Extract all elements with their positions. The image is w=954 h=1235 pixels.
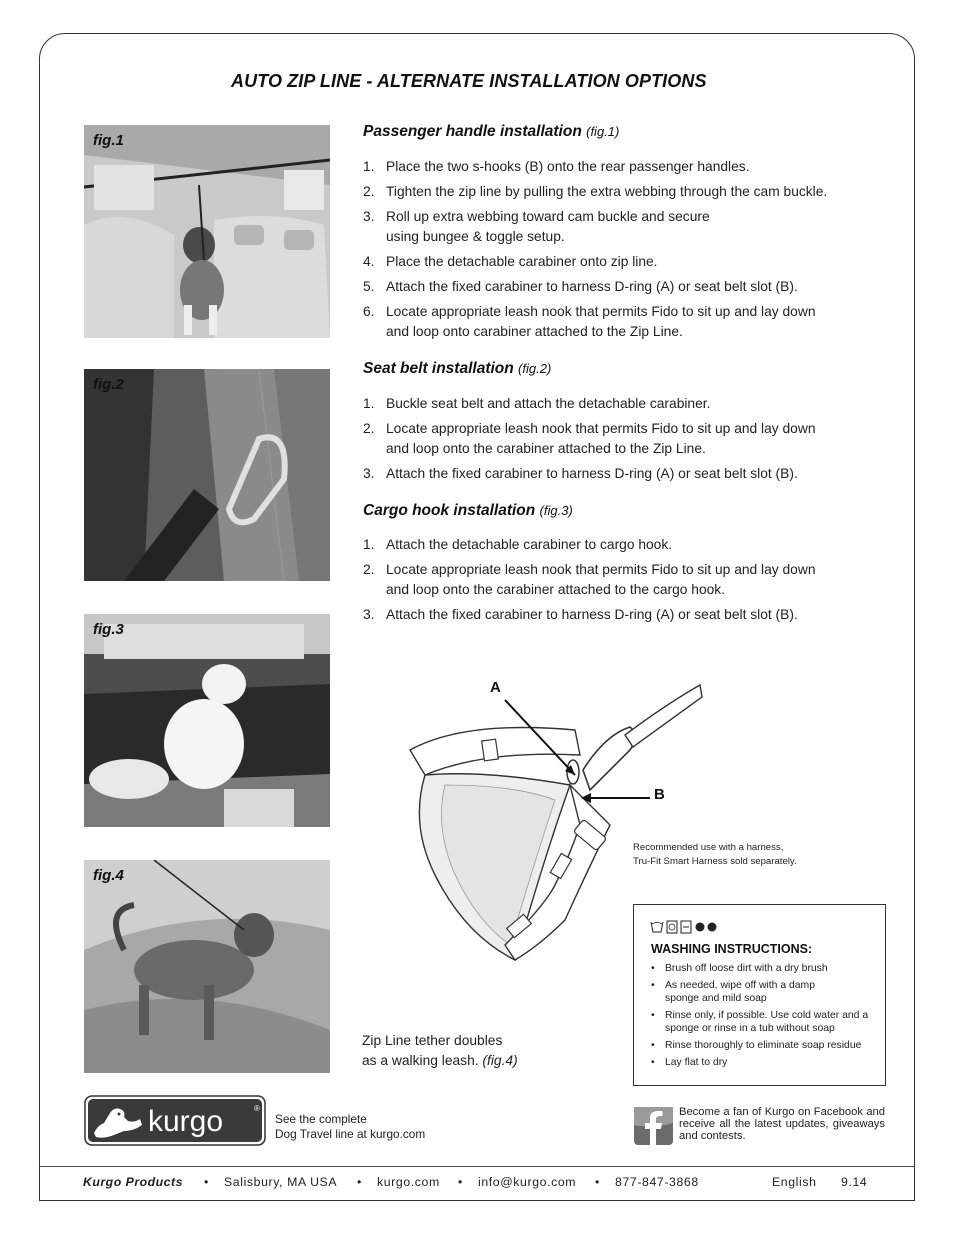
list-item bbox=[363, 560, 816, 600]
list-item: • Rinse only, if possible. Use cold water and a sponge or rinse in a tub without soap bbox=[651, 1009, 879, 1035]
list-item bbox=[363, 157, 873, 177]
list-item: • Brush off loose dirt with a dry brush bbox=[651, 962, 879, 975]
page-title: AUTO ZIP LINE - ALTERNATE INSTALLATION OPTIONS bbox=[231, 71, 707, 91]
harness-buckle bbox=[482, 739, 499, 761]
diagram-label-a: A bbox=[490, 679, 501, 696]
step-number: 3. bbox=[363, 466, 375, 481]
cargo-area-dog-image bbox=[84, 614, 330, 827]
figure-2-photo bbox=[84, 369, 330, 581]
logo-wordmark: kurgo bbox=[148, 1105, 224, 1138]
seat-belt-steps bbox=[363, 394, 883, 489]
step-text: Tighten the zip line by pulling the extra webbing through the cam buckle. bbox=[386, 184, 828, 199]
list-item bbox=[363, 605, 883, 625]
step-number: 1. bbox=[363, 159, 375, 174]
list-item bbox=[363, 252, 873, 272]
list-item bbox=[363, 464, 883, 484]
note-line: Dog Travel line at kurgo.com bbox=[275, 1127, 426, 1141]
section-heading-passenger-handle bbox=[363, 123, 619, 141]
list-item bbox=[363, 182, 873, 202]
step-number: 6. bbox=[363, 304, 375, 319]
section-heading-cargo-hook bbox=[363, 502, 573, 520]
note-line: See the complete bbox=[275, 1112, 367, 1126]
zip-line-leash-note bbox=[362, 1031, 518, 1071]
step-text: Place the two s-hooks (B) onto the rear passenger handles. bbox=[386, 159, 750, 174]
step-text: Attach the fixed carabiner to harness D-ring (A) or seat belt slot (B). bbox=[386, 607, 798, 622]
facebook-icon[interactable] bbox=[634, 1107, 673, 1145]
figure-label: fig.4 bbox=[93, 867, 124, 884]
list-item bbox=[363, 419, 816, 459]
footer-phone: 877-847-3868 bbox=[615, 1175, 699, 1189]
section-heading-text: Passenger handle installation bbox=[363, 123, 582, 140]
footer-website-link[interactable]: kurgo.com bbox=[377, 1175, 440, 1189]
figure-reference: (fig.3) bbox=[539, 503, 573, 518]
registered-mark: ® bbox=[254, 1104, 260, 1113]
footer-divider bbox=[39, 1166, 915, 1167]
list-item bbox=[363, 394, 883, 414]
step-number: 4. bbox=[363, 254, 375, 269]
facebook-note: Become a fan of Kurgo on Facebook and receive all the latest updates, giveaways and contests. bbox=[679, 1106, 885, 1142]
footer-company bbox=[83, 1175, 183, 1189]
step-number: 3. bbox=[363, 607, 375, 622]
footer-version: 9.14 bbox=[841, 1175, 868, 1189]
cargo-hook-steps bbox=[363, 535, 883, 630]
car-interior-dog-image bbox=[84, 125, 330, 338]
seat-belt-carabiner-image bbox=[84, 369, 330, 581]
passenger-handle-steps bbox=[363, 157, 873, 347]
figure-reference: (fig.4) bbox=[482, 1053, 518, 1068]
step-number: 1. bbox=[363, 537, 375, 552]
step-text: Attach the fixed carabiner to harness D-ring (A) or seat belt slot (B). bbox=[386, 279, 798, 294]
walking-dog-image bbox=[84, 860, 330, 1073]
step-text: Place the detachable carabiner onto zip line. bbox=[386, 254, 658, 269]
figure-label: fig.2 bbox=[93, 376, 124, 393]
step-number: 3. bbox=[363, 209, 375, 224]
section-heading-text: Seat belt installation bbox=[363, 360, 514, 377]
figure-reference: (fig.1) bbox=[586, 124, 620, 139]
section-heading-text: Cargo hook installation bbox=[363, 502, 536, 519]
step-text: Locate appropriate leash nook that permits Fido to sit up and lay down and loop onto carabiner attached to the Zip Line. bbox=[386, 304, 816, 339]
step-text: Attach the fixed carabiner to harness D-ring (A) or seat belt slot (B). bbox=[386, 466, 798, 481]
see-complete-line-note bbox=[275, 1112, 425, 1142]
figure-label: fig.1 bbox=[93, 132, 124, 149]
footer-separator: • bbox=[458, 1175, 463, 1189]
footer-separator: • bbox=[357, 1175, 362, 1189]
footer-location: Salisbury, MA USA bbox=[224, 1175, 338, 1189]
figure-4-photo bbox=[84, 860, 330, 1073]
step-text: Roll up extra webbing toward cam buckle and secure using bungee & toggle setup. bbox=[386, 209, 710, 244]
footer-language: English bbox=[772, 1175, 817, 1189]
list-item: • Lay flat to dry bbox=[651, 1056, 879, 1069]
step-number: 2. bbox=[363, 184, 375, 199]
care-symbols-icon bbox=[650, 919, 720, 935]
kurgo-logo[interactable] bbox=[84, 1095, 266, 1146]
step-number: 5. bbox=[363, 279, 375, 294]
section-heading-seat-belt bbox=[363, 360, 551, 378]
step-number: 1. bbox=[363, 396, 375, 411]
step-text: Locate appropriate leash nook that permits Fido to sit up and lay down and loop onto the carabiner attached to the Zip Line. bbox=[386, 421, 816, 456]
step-text: Locate appropriate leash nook that permits Fido to sit up and lay down and loop onto the carabiner attached to the cargo hook. bbox=[386, 562, 816, 597]
figure-3-photo bbox=[84, 614, 330, 827]
washing-list bbox=[651, 962, 879, 1073]
list-item bbox=[363, 277, 873, 297]
figure-reference: (fig.2) bbox=[518, 361, 552, 376]
step-number: 2. bbox=[363, 562, 375, 577]
note-line: as a walking leash. bbox=[362, 1053, 479, 1068]
footer-email-link[interactable]: info@kurgo.com bbox=[478, 1175, 577, 1189]
zip-line-tether bbox=[625, 685, 702, 747]
step-number: 2. bbox=[363, 421, 375, 436]
note-line: Zip Line tether doubles bbox=[362, 1033, 503, 1048]
step-text: Attach the detachable carabiner to cargo hook. bbox=[386, 537, 673, 552]
washing-instructions-box bbox=[633, 904, 886, 1086]
footer-separator: • bbox=[204, 1175, 209, 1189]
note-line: Tru-Fit Smart Harness sold separately. bbox=[633, 856, 797, 867]
list-item bbox=[363, 302, 816, 342]
list-item bbox=[363, 207, 731, 247]
list-item: • As needed, wipe off with a damp sponge and mild soap bbox=[651, 979, 830, 1005]
note-line: Recommended use with a harness, bbox=[633, 842, 784, 853]
list-item: • Rinse thoroughly to eliminate soap residue bbox=[651, 1039, 879, 1052]
diagram-label-b: B bbox=[654, 786, 665, 803]
list-item bbox=[363, 535, 883, 555]
footer-separator: • bbox=[595, 1175, 600, 1189]
figure-1-photo bbox=[84, 125, 330, 338]
figure-label: fig.3 bbox=[93, 621, 124, 638]
step-text: Buckle seat belt and attach the detachable carabiner. bbox=[386, 396, 711, 411]
company-name: Kurgo Products bbox=[83, 1175, 183, 1189]
washing-title: WASHING INSTRUCTIONS: bbox=[651, 942, 813, 956]
harness-recommendation-note bbox=[633, 841, 797, 869]
